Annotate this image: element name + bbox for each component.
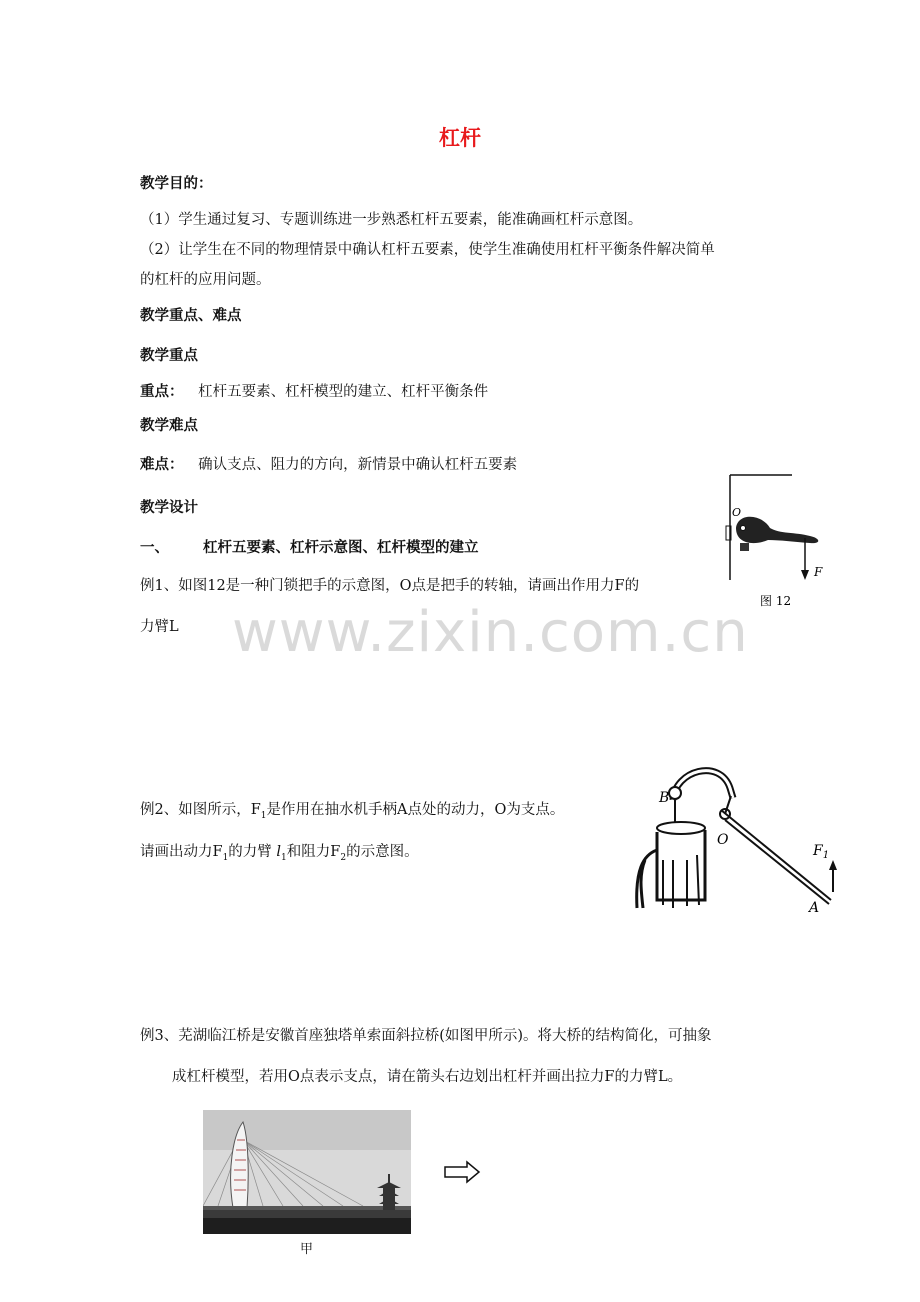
- ex2-sub-c: 1: [281, 852, 287, 863]
- example1-line1: 例1、如图12是一种门锁把手的示意图，O点是把手的转轴，请画出作用力F的: [140, 578, 640, 594]
- key-difficult-heading: 教学重点、难点: [140, 308, 242, 324]
- door-handle-figure: [710, 470, 830, 615]
- label-a: A: [809, 900, 820, 916]
- section1-number: 一、: [140, 540, 169, 556]
- example2-line1: [140, 800, 564, 826]
- label-f-sub: 1: [822, 850, 830, 861]
- pump-arch: [673, 771, 733, 800]
- point-o-label: O: [732, 506, 742, 519]
- watermark: www.zixin.com.cn: [232, 600, 749, 665]
- force-f-label: F: [814, 565, 823, 579]
- label-f1: [812, 843, 829, 861]
- page-title: 杠杆: [439, 126, 481, 150]
- lock-cylinder: [740, 543, 749, 551]
- pivot-point: [741, 526, 746, 531]
- ex2-sub-d: 2: [340, 852, 347, 863]
- key-line: [140, 382, 488, 402]
- ex2-text-c: 请画出动力F: [140, 844, 223, 860]
- handle-lower-edge: [725, 820, 829, 904]
- difficult-line: [140, 455, 517, 475]
- ex2-sub-b: 1: [222, 852, 229, 863]
- goals-heading: 教学目的：: [140, 176, 213, 192]
- label-f: F: [813, 843, 823, 859]
- goal-1: （1）学生通过复习、专题训练进一步熟悉杠杆五要素，能准确画杠杆示意图。: [140, 212, 643, 228]
- ex2-text-d: 的力臂: [228, 844, 277, 860]
- design-heading: 教学设计: [140, 500, 198, 516]
- pivot-b: [669, 787, 681, 799]
- key-label: 重点：: [140, 384, 184, 400]
- goal-2-line1: （2）让学生在不同的物理情景中确认杠杆五要素，使学生准确使用杠杆平衡条件解决简单: [140, 242, 715, 258]
- force-arrowhead: [801, 570, 809, 580]
- ex2-l-symbol: l: [276, 844, 282, 860]
- key-text: 杠杆五要素、杠杆模型的建立、杠杆平衡条件: [198, 384, 489, 400]
- cylinder-top: [657, 822, 705, 834]
- key-heading: 教学重点: [140, 348, 198, 364]
- handle-shape: [736, 517, 818, 543]
- bridge-caption: 甲: [300, 1242, 314, 1257]
- difficult-heading: 教学难点: [140, 418, 198, 434]
- example3-line2: 成杠杆模型，若用O点表示支点，请在箭头右边划出杠杆并画出拉力F的力臂L。: [172, 1069, 683, 1085]
- example3-line1: 例3、芜湖临江桥是安徽首座独塔单索面斜拉桥(如图甲所示)。将大桥的结构简化，可抽象: [140, 1028, 712, 1044]
- ex2-text-f: 的示意图。: [346, 844, 419, 860]
- bridge-photo: [203, 1110, 411, 1234]
- section1-title: 杠杆五要素、杠杆示意图、杠杆模型的建立: [203, 540, 479, 556]
- fig12-caption: 图 12: [760, 594, 792, 608]
- spout: [637, 850, 657, 908]
- ex2-text-b: 是作用在抽水机手柄A点处的动力，O为支点。: [266, 802, 565, 818]
- example1-line2: 力臂L: [140, 619, 179, 635]
- river-water: [203, 1218, 411, 1234]
- ex2-sub-a: 1: [260, 810, 267, 821]
- ex2-text-e: 和阻力F: [286, 844, 341, 860]
- example2-line2: [140, 842, 419, 868]
- label-b: B: [659, 790, 670, 806]
- hollow-arrow-icon: [443, 1160, 483, 1184]
- force-f1-arrowhead: [829, 860, 837, 870]
- ex2-text-a: 例2、如图所示，F: [140, 802, 261, 818]
- water-pump-figure: [625, 760, 850, 920]
- label-o: O: [717, 832, 729, 848]
- goal-2-line2: 的杠杆的应用问题。: [140, 272, 271, 288]
- difficult-label: 难点：: [140, 457, 184, 473]
- bridge-deck: [203, 1206, 411, 1210]
- difficult-text: 确认支点、阻力的方向，新情景中确认杠杆五要素: [198, 457, 518, 473]
